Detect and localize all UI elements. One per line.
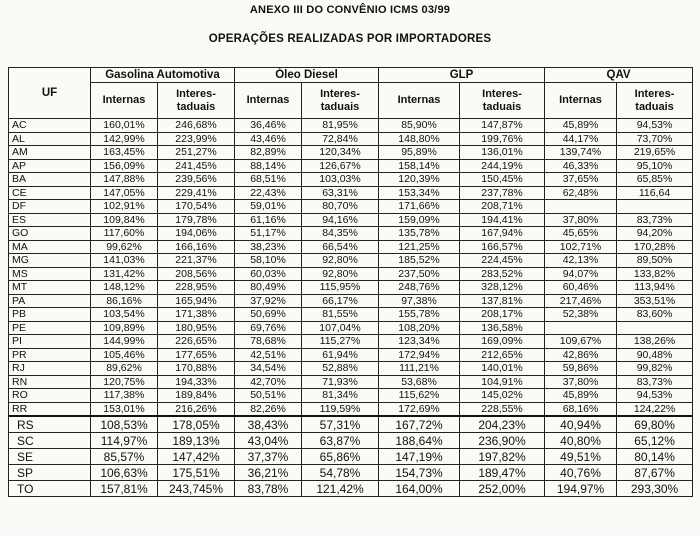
value-cell: 147,42%	[158, 449, 235, 465]
uf-cell: DF	[9, 200, 91, 214]
subheader-interestaduais: Interes-taduais	[460, 83, 545, 119]
value-cell: 243,745%	[158, 481, 235, 497]
value-cell: 84,35%	[302, 227, 379, 241]
uf-cell: SE	[9, 449, 91, 465]
value-cell: 82,89%	[235, 146, 302, 160]
table-row	[9, 321, 693, 335]
uf-cell: RJ	[9, 362, 91, 376]
value-cell: 59,86%	[545, 362, 617, 376]
value-cell: 148,80%	[379, 132, 460, 146]
value-cell: 65,86%	[302, 449, 379, 465]
value-cell: 54,78%	[302, 465, 379, 481]
value-cell: 223,99%	[158, 132, 235, 146]
uf-cell: MG	[9, 254, 91, 268]
uf-cell: AC	[9, 119, 91, 133]
value-cell: 89,62%	[91, 362, 158, 376]
value-cell: 106,63%	[91, 465, 158, 481]
value-cell: 136,58%	[460, 321, 545, 335]
value-cell: 194,06%	[158, 227, 235, 241]
value-cell: 109,67%	[545, 335, 617, 349]
table-row	[9, 335, 693, 349]
value-cell: 121,25%	[379, 240, 460, 254]
value-cell: 185,52%	[379, 254, 460, 268]
value-cell: 50,51%	[235, 389, 302, 403]
value-cell	[617, 200, 693, 214]
value-cell: 163,45%	[91, 146, 158, 160]
value-cell: 61,94%	[302, 348, 379, 362]
value-cell: 139,74%	[545, 146, 617, 160]
uf-cell: RO	[9, 389, 91, 403]
table-row	[9, 416, 693, 433]
value-cell: 171,66%	[379, 200, 460, 214]
value-cell: 38,23%	[235, 240, 302, 254]
table-row	[9, 433, 693, 449]
subheader-internas: Internas	[545, 83, 617, 119]
value-cell: 95,10%	[617, 159, 693, 173]
value-cell: 137,81%	[460, 294, 545, 308]
value-cell: 43,04%	[235, 433, 302, 449]
value-cell: 167,94%	[460, 227, 545, 241]
group-header-gasolina: Gasolina Automotiva	[91, 68, 235, 83]
value-cell: 65,12%	[617, 433, 693, 449]
value-cell: 145,02%	[460, 389, 545, 403]
value-cell: 140,01%	[460, 362, 545, 376]
value-cell: 73,70%	[617, 132, 693, 146]
table-row	[9, 481, 693, 497]
value-cell: 138,26%	[617, 335, 693, 349]
value-cell: 194,33%	[158, 375, 235, 389]
value-cell: 87,67%	[617, 465, 693, 481]
table-row	[9, 254, 693, 268]
value-cell: 61,16%	[235, 213, 302, 227]
uf-cell: PB	[9, 308, 91, 322]
value-cell: 120,39%	[379, 173, 460, 187]
value-cell: 111,21%	[379, 362, 460, 376]
table-row	[9, 173, 693, 187]
value-cell: 237,50%	[379, 267, 460, 281]
value-cell: 80,70%	[302, 200, 379, 214]
value-cell: 148,12%	[91, 281, 158, 295]
value-cell: 155,78%	[379, 308, 460, 322]
value-cell: 99,62%	[91, 240, 158, 254]
subheader-interestaduais: Interes-taduais	[617, 83, 693, 119]
value-cell: 236,90%	[460, 433, 545, 449]
value-cell: 46,33%	[545, 159, 617, 173]
value-cell: 65,85%	[617, 173, 693, 187]
uf-cell: BA	[9, 173, 91, 187]
table-row	[9, 375, 693, 389]
uf-cell: AM	[9, 146, 91, 160]
table-row	[9, 146, 693, 160]
subheader-internas: Internas	[91, 83, 158, 119]
value-cell: 171,38%	[158, 308, 235, 322]
table-body-large	[9, 416, 693, 497]
value-cell: 212,65%	[460, 348, 545, 362]
value-cell: 221,37%	[158, 254, 235, 268]
value-cell: 252,00%	[460, 481, 545, 497]
subheader-interestaduais: Interes-taduais	[302, 83, 379, 119]
table-row	[9, 200, 693, 214]
value-cell: 208,56%	[158, 267, 235, 281]
value-cell: 120,75%	[91, 375, 158, 389]
uf-cell: ES	[9, 213, 91, 227]
table-row	[9, 465, 693, 481]
value-cell: 45,65%	[545, 227, 617, 241]
value-cell: 189,47%	[460, 465, 545, 481]
value-cell: 99,82%	[617, 362, 693, 376]
value-cell: 135,78%	[379, 227, 460, 241]
value-cell: 147,19%	[379, 449, 460, 465]
value-cell: 124,22%	[617, 402, 693, 416]
value-cell: 37,80%	[545, 375, 617, 389]
value-cell: 42,51%	[235, 348, 302, 362]
uf-cell: PR	[9, 348, 91, 362]
uf-cell: AL	[9, 132, 91, 146]
value-cell: 172,94%	[379, 348, 460, 362]
value-cell: 105,46%	[91, 348, 158, 362]
uf-header: UF	[9, 68, 91, 119]
table-row	[9, 132, 693, 146]
uf-cell: PE	[9, 321, 91, 335]
table-row	[9, 267, 693, 281]
value-cell: 175,51%	[158, 465, 235, 481]
value-cell: 104,91%	[460, 375, 545, 389]
value-cell: 189,84%	[158, 389, 235, 403]
group-header-glp: GLP	[379, 68, 545, 83]
value-cell: 49,51%	[545, 449, 617, 465]
value-cell: 158,14%	[379, 159, 460, 173]
value-cell: 69,76%	[235, 321, 302, 335]
import-operations-table	[8, 67, 693, 497]
value-cell: 121,42%	[302, 481, 379, 497]
value-cell: 45,89%	[545, 389, 617, 403]
value-cell: 78,68%	[235, 335, 302, 349]
value-cell: 40,80%	[545, 433, 617, 449]
value-cell: 153,01%	[91, 402, 158, 416]
value-cell: 208,71%	[460, 200, 545, 214]
value-cell: 244,19%	[460, 159, 545, 173]
value-cell: 109,84%	[91, 213, 158, 227]
value-cell: 68,16%	[545, 402, 617, 416]
value-cell: 144,99%	[91, 335, 158, 349]
value-cell: 165,94%	[158, 294, 235, 308]
value-cell: 94,16%	[302, 213, 379, 227]
uf-cell: RR	[9, 402, 91, 416]
value-cell: 224,45%	[460, 254, 545, 268]
value-cell: 58,10%	[235, 254, 302, 268]
value-cell	[545, 321, 617, 335]
table-row	[9, 294, 693, 308]
uf-cell: PI	[9, 335, 91, 349]
uf-cell: SP	[9, 465, 91, 481]
value-cell: 37,92%	[235, 294, 302, 308]
value-cell: 153,34%	[379, 186, 460, 200]
value-cell: 68,51%	[235, 173, 302, 187]
table-row	[9, 402, 693, 416]
value-cell: 59,01%	[235, 200, 302, 214]
value-cell: 283,52%	[460, 267, 545, 281]
uf-cell: GO	[9, 227, 91, 241]
value-cell: 40,76%	[545, 465, 617, 481]
table-row	[9, 348, 693, 362]
value-cell: 94,53%	[617, 389, 693, 403]
value-cell: 82,26%	[235, 402, 302, 416]
value-cell: 44,17%	[545, 132, 617, 146]
table-row	[9, 362, 693, 376]
value-cell: 141,03%	[91, 254, 158, 268]
value-cell: 157,81%	[91, 481, 158, 497]
value-cell: 170,28%	[617, 240, 693, 254]
value-cell: 90,48%	[617, 348, 693, 362]
value-cell: 37,65%	[545, 173, 617, 187]
value-cell: 88,14%	[235, 159, 302, 173]
value-cell: 37,37%	[235, 449, 302, 465]
value-cell: 293,30%	[617, 481, 693, 497]
value-cell: 92,80%	[302, 254, 379, 268]
value-cell: 107,04%	[302, 321, 379, 335]
value-cell: 159,09%	[379, 213, 460, 227]
value-cell: 170,54%	[158, 200, 235, 214]
value-cell: 197,82%	[460, 449, 545, 465]
value-cell: 216,26%	[158, 402, 235, 416]
value-cell: 37,80%	[545, 213, 617, 227]
value-cell	[545, 200, 617, 214]
value-cell: 166,57%	[460, 240, 545, 254]
value-cell: 179,78%	[158, 213, 235, 227]
document-subtitle: OPERAÇÕES REALIZADAS POR IMPORTADORES	[208, 33, 492, 45]
uf-cell: TO	[9, 481, 91, 497]
value-cell: 248,76%	[379, 281, 460, 295]
value-cell: 53,68%	[379, 375, 460, 389]
value-cell: 241,45%	[158, 159, 235, 173]
value-cell: 142,99%	[91, 132, 158, 146]
value-cell: 102,71%	[545, 240, 617, 254]
value-cell: 154,73%	[379, 465, 460, 481]
value-cell: 147,05%	[91, 186, 158, 200]
value-cell: 189,13%	[158, 433, 235, 449]
value-cell: 117,38%	[91, 389, 158, 403]
value-cell: 71,93%	[302, 375, 379, 389]
uf-cell: AP	[9, 159, 91, 173]
value-cell: 83,73%	[617, 375, 693, 389]
value-cell: 102,91%	[91, 200, 158, 214]
value-cell: 45,89%	[545, 119, 617, 133]
value-cell: 69,80%	[617, 416, 693, 433]
value-cell: 94,53%	[617, 119, 693, 133]
value-cell: 131,42%	[91, 267, 158, 281]
value-cell: 80,49%	[235, 281, 302, 295]
document-title: ANEXO III DO CONVÊNIO ICMS 03/99	[249, 4, 451, 16]
value-cell: 169,09%	[460, 335, 545, 349]
value-cell: 103,03%	[302, 173, 379, 187]
table-row	[9, 227, 693, 241]
subheader-internas: Internas	[235, 83, 302, 119]
table-row	[9, 159, 693, 173]
value-cell: 94,20%	[617, 227, 693, 241]
value-cell: 117,60%	[91, 227, 158, 241]
value-cell: 103,54%	[91, 308, 158, 322]
value-cell: 42,13%	[545, 254, 617, 268]
value-cell: 115,62%	[379, 389, 460, 403]
table-row	[9, 240, 693, 254]
uf-cell: CE	[9, 186, 91, 200]
value-cell: 52,88%	[302, 362, 379, 376]
value-cell: 219,65%	[617, 146, 693, 160]
value-cell: 246,68%	[158, 119, 235, 133]
value-cell	[617, 321, 693, 335]
table-row	[9, 186, 693, 200]
value-cell: 178,05%	[158, 416, 235, 433]
value-cell: 94,07%	[545, 267, 617, 281]
value-cell: 164,00%	[379, 481, 460, 497]
value-cell: 119,59%	[302, 402, 379, 416]
subheader-interestaduais: Interes-taduais	[158, 83, 235, 119]
value-cell: 228,95%	[158, 281, 235, 295]
value-cell: 170,88%	[158, 362, 235, 376]
value-cell: 83,60%	[617, 308, 693, 322]
value-cell: 239,56%	[158, 173, 235, 187]
value-cell: 63,87%	[302, 433, 379, 449]
value-cell: 72,84%	[302, 132, 379, 146]
value-cell: 36,21%	[235, 465, 302, 481]
value-cell: 204,23%	[460, 416, 545, 433]
group-header-oleo-diesel: Óleo Diesel	[235, 68, 379, 83]
value-cell: 85,57%	[91, 449, 158, 465]
value-cell: 194,41%	[460, 213, 545, 227]
value-cell: 160,01%	[91, 119, 158, 133]
value-cell: 60,46%	[545, 281, 617, 295]
value-cell: 60,03%	[235, 267, 302, 281]
table-row	[9, 213, 693, 227]
uf-cell: MT	[9, 281, 91, 295]
value-cell: 108,53%	[91, 416, 158, 433]
value-cell: 83,78%	[235, 481, 302, 497]
value-cell: 66,17%	[302, 294, 379, 308]
value-cell: 217,46%	[545, 294, 617, 308]
value-cell: 42,70%	[235, 375, 302, 389]
uf-cell: MS	[9, 267, 91, 281]
value-cell: 147,88%	[91, 173, 158, 187]
value-cell: 147,87%	[460, 119, 545, 133]
value-cell: 36,46%	[235, 119, 302, 133]
value-cell: 208,17%	[460, 308, 545, 322]
value-cell: 229,41%	[158, 186, 235, 200]
value-cell: 116,64	[617, 186, 693, 200]
value-cell: 81,34%	[302, 389, 379, 403]
value-cell: 81,55%	[302, 308, 379, 322]
value-cell: 85,90%	[379, 119, 460, 133]
subheader-internas: Internas	[379, 83, 460, 119]
value-cell: 251,27%	[158, 146, 235, 160]
value-cell: 89,50%	[617, 254, 693, 268]
value-cell: 133,82%	[617, 267, 693, 281]
value-cell: 156,09%	[91, 159, 158, 173]
value-cell: 113,94%	[617, 281, 693, 295]
value-cell: 353,51%	[617, 294, 693, 308]
value-cell: 115,27%	[302, 335, 379, 349]
value-cell: 180,95%	[158, 321, 235, 335]
value-cell: 50,69%	[235, 308, 302, 322]
uf-cell: RS	[9, 416, 91, 433]
group-header-qav: QAV	[545, 68, 693, 83]
value-cell: 136,01%	[460, 146, 545, 160]
value-cell: 194,97%	[545, 481, 617, 497]
value-cell: 108,20%	[379, 321, 460, 335]
table-row	[9, 308, 693, 322]
value-cell: 81,95%	[302, 119, 379, 133]
value-cell: 226,65%	[158, 335, 235, 349]
value-cell: 126,67%	[302, 159, 379, 173]
table-row	[9, 449, 693, 465]
value-cell: 228,55%	[460, 402, 545, 416]
table-row	[9, 389, 693, 403]
value-cell: 42,86%	[545, 348, 617, 362]
value-cell: 114,97%	[91, 433, 158, 449]
value-cell: 62,48%	[545, 186, 617, 200]
value-cell: 66,54%	[302, 240, 379, 254]
value-cell: 92,80%	[302, 267, 379, 281]
table-body-small	[9, 119, 693, 417]
value-cell: 22,43%	[235, 186, 302, 200]
value-cell: 38,43%	[235, 416, 302, 433]
table-row	[9, 119, 693, 133]
uf-cell: MA	[9, 240, 91, 254]
value-cell: 167,72%	[379, 416, 460, 433]
value-cell: 86,16%	[91, 294, 158, 308]
value-cell: 80,14%	[617, 449, 693, 465]
value-cell: 328,12%	[460, 281, 545, 295]
table-row	[9, 281, 693, 295]
uf-cell: RN	[9, 375, 91, 389]
value-cell: 199,76%	[460, 132, 545, 146]
value-cell: 34,54%	[235, 362, 302, 376]
value-cell: 177,65%	[158, 348, 235, 362]
value-cell: 57,31%	[302, 416, 379, 433]
value-cell: 172,69%	[379, 402, 460, 416]
uf-cell: PA	[9, 294, 91, 308]
value-cell: 237,78%	[460, 186, 545, 200]
value-cell: 188,64%	[379, 433, 460, 449]
value-cell: 97,38%	[379, 294, 460, 308]
value-cell: 150,45%	[460, 173, 545, 187]
value-cell: 95,89%	[379, 146, 460, 160]
value-cell: 63,31%	[302, 186, 379, 200]
value-cell: 120,34%	[302, 146, 379, 160]
value-cell: 52,38%	[545, 308, 617, 322]
value-cell: 115,95%	[302, 281, 379, 295]
value-cell: 40,94%	[545, 416, 617, 433]
uf-cell: SC	[9, 433, 91, 449]
value-cell: 51,17%	[235, 227, 302, 241]
value-cell: 166,16%	[158, 240, 235, 254]
value-cell: 123,34%	[379, 335, 460, 349]
value-cell: 43,46%	[235, 132, 302, 146]
value-cell: 109,89%	[91, 321, 158, 335]
value-cell: 83,73%	[617, 213, 693, 227]
